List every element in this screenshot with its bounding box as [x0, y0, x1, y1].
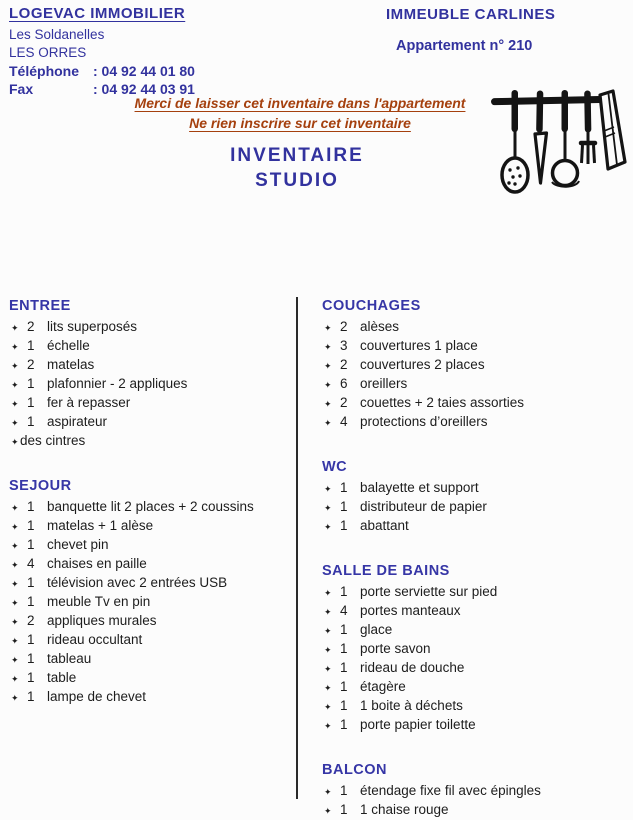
section-title: SALLE DE BAINS [322, 563, 450, 579]
item-label: meuble Tv en pin [47, 594, 151, 609]
bullet-icon: ✦ [11, 361, 19, 371]
bullet-icon: ✦ [11, 522, 19, 532]
item-label: abattant [360, 518, 409, 533]
inventory-item [9, 688, 296, 707]
inventory-item [9, 375, 296, 394]
bullet-icon: ✦ [324, 484, 332, 494]
inventory-item [9, 593, 296, 612]
inventory-item [322, 356, 633, 375]
bullet-icon: ✦ [11, 399, 19, 409]
section-title: BALCON [322, 762, 388, 778]
item-quantity: 1 [340, 518, 348, 533]
item-quantity: 2 [340, 319, 348, 334]
item-label: chevet pin [47, 537, 109, 552]
inventory-item [322, 517, 633, 536]
item-label: couvertures 2 places [360, 357, 485, 372]
inventory-item [9, 413, 296, 432]
item-quantity: 1 [340, 802, 348, 817]
item-label: télévision avec 2 entrées USB [47, 575, 228, 590]
item-quantity: 2 [340, 357, 348, 372]
bullet-icon: ✦ [324, 806, 332, 816]
bullet-icon: ✦ [324, 588, 332, 598]
item-label: couettes + 2 taies assorties [360, 395, 524, 410]
item-label: distributeur de papier [360, 499, 487, 514]
inventory-item [9, 650, 296, 669]
bullet-icon: ✦ [324, 323, 332, 333]
item-label: chaises en paille [47, 556, 147, 571]
item-label: glace [360, 622, 393, 637]
item-quantity: 4 [27, 556, 35, 571]
agency-address-line2: LES ORRES [9, 45, 87, 60]
inventory-item [322, 337, 633, 356]
item-quantity: 1 [27, 632, 35, 647]
inventory-section [322, 562, 633, 735]
phone-number: : 04 92 44 01 80 [93, 63, 195, 79]
inventory-item [322, 621, 633, 640]
item-quantity: 1 [340, 679, 348, 694]
item-label: matelas + 1 alèse [47, 518, 154, 533]
inventory-item [322, 498, 633, 517]
item-quantity: 1 [340, 622, 348, 637]
item-label: banquette lit 2 places + 2 coussins [47, 499, 254, 514]
inventory-item [9, 318, 296, 337]
item-label: étendage fixe fil avec épingles [360, 783, 541, 798]
inventory-item [9, 432, 296, 451]
bullet-icon: ✦ [324, 361, 332, 371]
item-label: fer à repasser [47, 395, 131, 410]
item-quantity: 1 [27, 689, 35, 704]
section-title: ENTREE [9, 298, 71, 314]
item-label: balayette et support [360, 480, 479, 495]
inventory-item [322, 479, 633, 498]
inventory-left-column [9, 297, 296, 799]
notice-line1: Merci de laisser cet inventaire dans l'appartement [134, 95, 466, 111]
inventory-item [9, 574, 296, 593]
inventory-item [322, 413, 633, 432]
item-label: oreillers [360, 376, 408, 391]
item-label: étagère [360, 679, 406, 694]
bullet-icon: ✦ [11, 380, 19, 390]
item-quantity: 1 [27, 537, 35, 552]
item-label: des cintres [20, 433, 86, 448]
item-quantity: 1 [27, 670, 35, 685]
agency-header [9, 5, 195, 98]
phone-line [9, 62, 195, 80]
document-title-line2: STUDIO [255, 170, 339, 191]
inventory-item [9, 356, 296, 375]
inventory-item [9, 498, 296, 517]
item-quantity: 4 [340, 414, 348, 429]
item-label: 1 boite à déchets [360, 698, 463, 713]
item-quantity: 1 [27, 594, 35, 609]
item-quantity: 1 [340, 641, 348, 656]
inventory-item [322, 697, 633, 716]
item-quantity: 2 [340, 395, 348, 410]
inventory-section [9, 297, 296, 451]
bullet-icon: ✦ [324, 787, 332, 797]
item-quantity: 4 [340, 603, 348, 618]
bullet-icon: ✦ [11, 674, 19, 684]
item-label: portes manteaux [360, 603, 461, 618]
item-label: rideau occultant [47, 632, 143, 647]
item-label: 1 chaise rouge [360, 802, 449, 817]
item-label: porte savon [360, 641, 431, 656]
item-quantity: 1 [340, 480, 348, 495]
bullet-icon: ✦ [11, 503, 19, 513]
inventory-section [322, 458, 633, 536]
bullet-icon: ✦ [11, 693, 19, 703]
inventory-item [9, 669, 296, 688]
item-quantity: 1 [340, 499, 348, 514]
inventory-right-column [296, 297, 633, 817]
inventory-item [9, 631, 296, 650]
item-quantity: 1 [340, 783, 348, 798]
bullet-icon: ✦ [11, 418, 19, 428]
item-quantity: 2 [27, 357, 35, 372]
item-label: protections d’oreillers [360, 414, 488, 429]
fax-label: Fax [9, 81, 34, 97]
inventory-section [322, 297, 633, 432]
inventory-section [9, 477, 296, 707]
bullet-icon: ✦ [11, 636, 19, 646]
bullet-icon: ✦ [324, 664, 332, 674]
bullet-icon: ✦ [11, 579, 19, 589]
agency-address-line1: Les Soldanelles [9, 27, 105, 42]
inventory-item [322, 782, 633, 801]
inventory-item [322, 659, 633, 678]
inventory-item [9, 555, 296, 574]
item-quantity: 1 [27, 651, 35, 666]
item-quantity: 1 [27, 395, 35, 410]
bullet-icon: ✦ [324, 503, 332, 513]
item-label: lits superposés [47, 319, 138, 334]
agency-name: LOGEVAC IMMOBILIER [9, 5, 186, 22]
bullet-icon: ✦ [324, 399, 332, 409]
bullet-icon: ✦ [11, 437, 19, 447]
bullet-icon: ✦ [11, 560, 19, 570]
section-title: WC [322, 459, 348, 475]
bullet-icon: ✦ [11, 655, 19, 665]
bullet-icon: ✦ [324, 607, 332, 617]
section-title: SEJOUR [9, 478, 72, 494]
apartment-number: Appartement n° 210 [396, 38, 533, 54]
bullet-icon: ✦ [324, 721, 332, 731]
bullet-icon: ✦ [11, 617, 19, 627]
bullet-icon: ✦ [324, 683, 332, 693]
document-title-line1: INVENTAIRE [230, 145, 364, 166]
item-quantity: 1 [27, 499, 35, 514]
bullet-icon: ✦ [324, 702, 332, 712]
item-quantity: 2 [27, 319, 35, 334]
item-label: table [47, 670, 77, 685]
inventory-item [9, 517, 296, 536]
bullet-icon: ✦ [324, 645, 332, 655]
inventory-item [9, 536, 296, 555]
item-label: alèses [360, 319, 400, 334]
item-quantity: 1 [27, 414, 35, 429]
item-quantity: 1 [340, 584, 348, 599]
item-quantity: 1 [27, 518, 35, 533]
item-label: rideau de douche [360, 660, 465, 675]
bullet-icon: ✦ [11, 541, 19, 551]
item-quantity: 1 [27, 338, 35, 353]
document-title [0, 143, 594, 193]
item-quantity: 1 [27, 376, 35, 391]
section-title: COUCHAGES [322, 298, 421, 314]
bullet-icon: ✦ [324, 626, 332, 636]
bullet-icon: ✦ [324, 418, 332, 428]
item-label: porte papier toilette [360, 717, 476, 732]
item-quantity: 3 [340, 338, 348, 353]
item-label: plafonnier - 2 appliques [47, 376, 188, 391]
item-quantity: 1 [340, 698, 348, 713]
bullet-icon: ✦ [324, 380, 332, 390]
phone-label: Téléphone [9, 63, 80, 79]
item-label: couvertures 1 place [360, 338, 478, 353]
inventory-item [322, 801, 633, 820]
notice-line2: Ne rien inscrire sur cet inventaire [189, 115, 411, 131]
item-label: tableau [47, 651, 92, 666]
inventory-item [322, 678, 633, 697]
inventory-section [322, 761, 633, 820]
item-label: appliques murales [47, 613, 157, 628]
item-quantity: 1 [27, 575, 35, 590]
bullet-icon: ✦ [11, 342, 19, 352]
item-label: matelas [47, 357, 95, 372]
item-quantity: 2 [27, 613, 35, 628]
inventory-item [322, 602, 633, 621]
bullet-icon: ✦ [324, 522, 332, 532]
bullet-icon: ✦ [11, 323, 19, 333]
inventory-item [322, 583, 633, 602]
inventory-item [322, 716, 633, 735]
building-name: IMMEUBLE CARLINES [386, 6, 556, 23]
fax-number: : 04 92 44 03 91 [93, 81, 195, 97]
inventory-item [9, 337, 296, 356]
item-quantity: 6 [340, 376, 348, 391]
item-label: aspirateur [47, 414, 108, 429]
inventory-columns [9, 297, 633, 817]
item-label: lampe de chevet [47, 689, 147, 704]
inventory-item [9, 394, 296, 413]
item-quantity: 1 [340, 717, 348, 732]
item-label: porte serviette sur pied [360, 584, 498, 599]
item-label: échelle [47, 338, 90, 353]
bullet-icon: ✦ [11, 598, 19, 608]
inventory-item [322, 375, 633, 394]
bullet-icon: ✦ [324, 342, 332, 352]
inventory-item [322, 394, 633, 413]
inventory-item [322, 318, 633, 337]
building-header [386, 6, 555, 54]
inventory-item [9, 612, 296, 631]
inventory-item [322, 640, 633, 659]
item-quantity: 1 [340, 660, 348, 675]
